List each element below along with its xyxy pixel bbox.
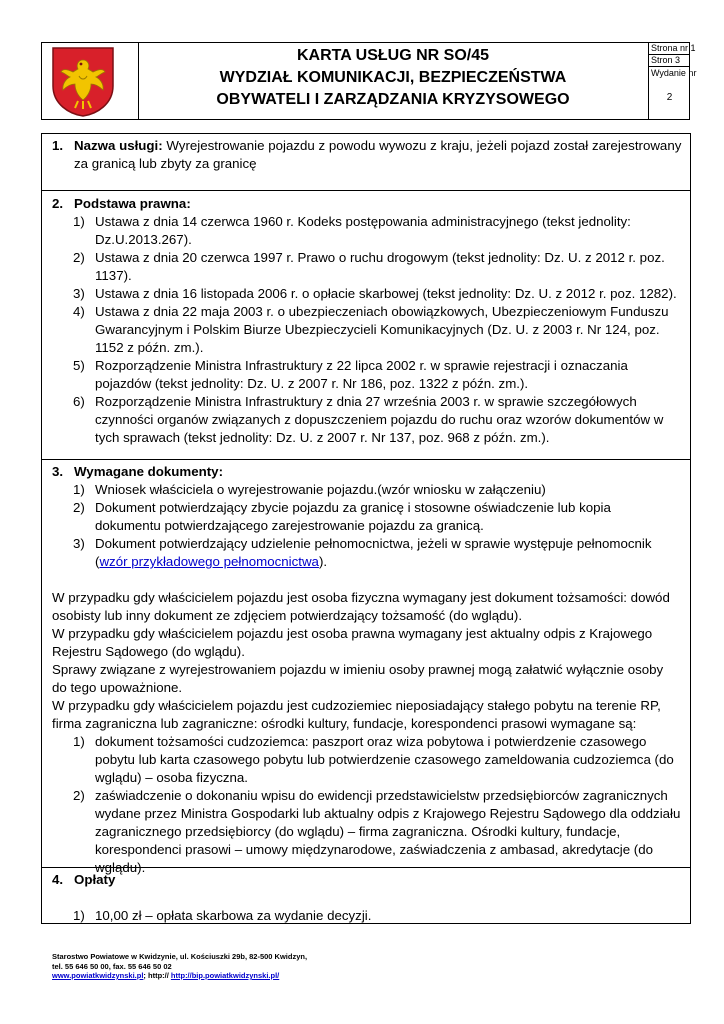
list-text (95, 553, 682, 571)
list-item (52, 787, 682, 877)
title-line-1: KARTA USŁUG NR SO/45 (296, 47, 489, 64)
list-item (52, 481, 682, 499)
footer (52, 952, 307, 981)
title-line-2: WYDZIAŁ KOMUNIKACJI, BEZPIECZEŃSTWA (219, 69, 567, 86)
list-item (52, 249, 682, 285)
header-table (41, 42, 697, 120)
list-number: 2) (73, 788, 85, 803)
list-number: 6) (73, 394, 85, 409)
link-prefix: ( (95, 554, 100, 569)
list-text: tych sprawach (tekst jednolity: Dz. U. z 2007 r. Nr 137, poz. 968 z późn. zm.). (95, 430, 550, 445)
document-meta (648, 43, 697, 119)
section-heading: Wymagane dokumenty: (74, 464, 224, 479)
list-number: 3) (73, 536, 85, 551)
list-item (52, 733, 682, 787)
list-number: 1) (73, 482, 85, 497)
paragraph-line: W przypadku gdy właścicielem pojazdu jest osoba fizyczna wymagany jest dokument tożsamości: dowód (52, 590, 670, 605)
list-text: zagranicznego przedsiębiorcy (do wglądu) – firma zagraniczna. Ośrodki kultury, fundacje, (95, 824, 621, 839)
card-title (138, 43, 648, 119)
paragraph-line: do tego upoważnione. (52, 680, 183, 695)
list-number: 5) (73, 358, 85, 373)
footer-phone: tel. 55 646 50 00, fax. 55 646 50 02 (52, 961, 172, 971)
section-number: 3. (52, 464, 64, 479)
list-text: 1137). (95, 268, 132, 283)
list-number: 3) (73, 286, 85, 301)
service-card-table (41, 133, 691, 924)
list-text: pojazdów (tekst jednolity: Dz. U. z 2007 r. Nr 186, poz. 1322 z późn. zm.). (95, 376, 529, 391)
list-text: 10,00 zł – opłata skarbowa za wydanie decyzji. (95, 908, 372, 923)
footer-links (52, 971, 307, 981)
list-text: Dz.U.2013.267). (95, 232, 192, 247)
section-heading: Opłaty (74, 872, 116, 887)
paragraph-line: Rejestru Sądowego (do wglądu). (52, 644, 245, 659)
page-number: Strona nr 1 (651, 43, 696, 53)
list-text: wglądu). (95, 860, 146, 875)
list-item (52, 535, 682, 571)
list-text: pobytu lub karta czasowego pobytu lub potwierdzenie czasowego zameldowania cudzoziemca (do (95, 752, 674, 767)
footer-address: Starostwo Powiatowe w Kwidzynie, ul. Kościuszki 29b, 82-500 Kwidzyn, (52, 952, 308, 961)
service-name-text: Wyrejestrowanie pojazdu z powodu wywozu z kraju, jeżeli pojazd został zarejestrowany (162, 138, 682, 153)
list-text: Ustawa z dnia 20 czerwca 1997 r. Prawo o ruchu drogowym (tekst jednolity: Dz. U. z 2012 r. poz. (95, 250, 665, 265)
edition-label: Wydanie nr (651, 68, 697, 78)
list-text: Gwarancyjnym i Polskim Biurze Ubezpieczycieli Komunikacyjnych (Dz. U. z 2003 r. Nr 124, poz. (95, 322, 660, 337)
list-text: czynności organów związanych z dopuszczeniem pojazdu do ruchu oraz wzorów dokumentów w (95, 412, 664, 427)
list-number: 1) (73, 908, 85, 923)
list-number: 4) (73, 304, 85, 319)
coat-of-arms-logo (51, 46, 115, 118)
list-item (52, 393, 682, 447)
footer-separator: ; http:// (143, 971, 171, 980)
paragraph-line: firma zagraniczna lub zagraniczne: ośrodki kultury, fundacje, korespondenci prasowi wymagane są: (52, 716, 637, 731)
list-text: Dokument potwierdzający zbycie pojazdu za granicę i stosowne oświadczenie lub kopia (95, 500, 611, 515)
paragraph-line: W przypadku gdy właścicielem pojazdu jest osoba prawna wymagany jest aktualny odpis z Krajowego (52, 626, 653, 641)
section-required-documents (42, 460, 690, 875)
bip-link[interactable]: http://bip.powiatkwidzynski.pl/ (170, 971, 280, 980)
list-text: Wniosek właściciela o wyrejestrowanie pojazdu.(wzór wniosku w załączeniu) (95, 482, 546, 497)
section-heading: Podstawa prawna: (74, 196, 191, 211)
section-number: 2. (52, 196, 64, 211)
list-item (52, 357, 682, 393)
list-text: zaświadczenie o dokonaniu wpisu do ewidencji przedstawicielstw przedsiębiorców zagranicznych (95, 788, 668, 803)
section-number: 4. (52, 872, 64, 887)
list-item (52, 907, 682, 925)
section-fees (42, 868, 690, 923)
list-number: 1) (73, 734, 85, 749)
list-item (52, 213, 682, 249)
paragraph-line: osobisty lub inny dokument ze zdjęciem potwierdzający tożsamość (do wglądu). (52, 608, 523, 623)
page-count: Stron 3 (649, 55, 690, 67)
section-legal-basis (42, 191, 690, 460)
list-text: wglądu) – osoba fizyczna. (95, 770, 248, 785)
section-heading: Nazwa usługi: (74, 138, 163, 153)
list-text: Rozporządzenie Ministra Infrastruktury z dnia 27 września 2003 r. w sprawie szczegółowych (95, 394, 637, 409)
logo-cell (42, 43, 139, 119)
list-text: Ustawa z dnia 16 listopada 2006 r. o opłacie skarbowej (tekst jednolity: Dz. U. z 2012 r. poz. 1282). (95, 286, 677, 301)
list-number: 2) (73, 250, 85, 265)
paragraph-line: Sprawy związane z wyrejestrowaniem pojazdu w imieniu osoby prawnej mogą załatwić wyłącznie osoby (52, 662, 664, 677)
link-suffix: ). (318, 554, 328, 569)
list-item (52, 499, 682, 535)
paragraph-line: W przypadku gdy właścicielem pojazdu jest cudzoziemiec nieposiadający stałego pobytu na terenie RP, (52, 698, 661, 713)
list-text: Ustawa z dnia 14 czerwca 1960 r. Kodeks postępowania administracyjnego (tekst jednolity: (95, 214, 631, 229)
list-item (52, 285, 682, 303)
list-text: wydane przez Ministra Gospodarki lub aktualny odpis z Krajowego Rejestru Sądowego dla oddziału (95, 806, 681, 821)
list-text: dokument tożsamości cudzoziemca: paszport oraz wiza pobytowa i potwierdzenie czasowego (95, 734, 647, 749)
list-number: 1) (73, 214, 85, 229)
list-text: korespondenci prasowi – umowy międzynarodowe, zaświadczenia z ambasad, akredytacje (do (95, 842, 654, 857)
list-text: Ustawa z dnia 22 maja 2003 r. o ubezpieczeniach obowiązkowych, Ubezpieczeniowym Funduszu (95, 304, 669, 319)
title-line-3: OBYWATELI I ZARZĄDZANIA KRYZYSOWEGO (216, 91, 570, 108)
list-number: 2) (73, 500, 85, 515)
service-name-text-cont: za granicą lub zbyty za granicę (74, 156, 257, 171)
edition-value: 2 (666, 92, 673, 103)
list-item (52, 303, 682, 357)
list-text: 1152 z późn. zm.). (95, 340, 204, 355)
list-text: Rozporządzenie Ministra Infrastruktury z 22 lipca 2002 r. w sprawie rejestracji i oznaczania (95, 358, 628, 373)
website-link[interactable]: www.powiatkwidzynski.pl (52, 971, 144, 980)
power-of-attorney-template-link[interactable]: wzór przykładowego pełnomocnictwa (99, 554, 319, 569)
section-service-name (42, 134, 690, 191)
list-text: dokumentu potwierdzającego zarejestrowanie pojazdu za granicą. (95, 518, 484, 533)
list-text: Dokument potwierdzający udzielenie pełnomocnictwa, jeżeli w sprawie występuje pełnomocnik (95, 536, 652, 551)
section-number: 1. (52, 138, 64, 153)
